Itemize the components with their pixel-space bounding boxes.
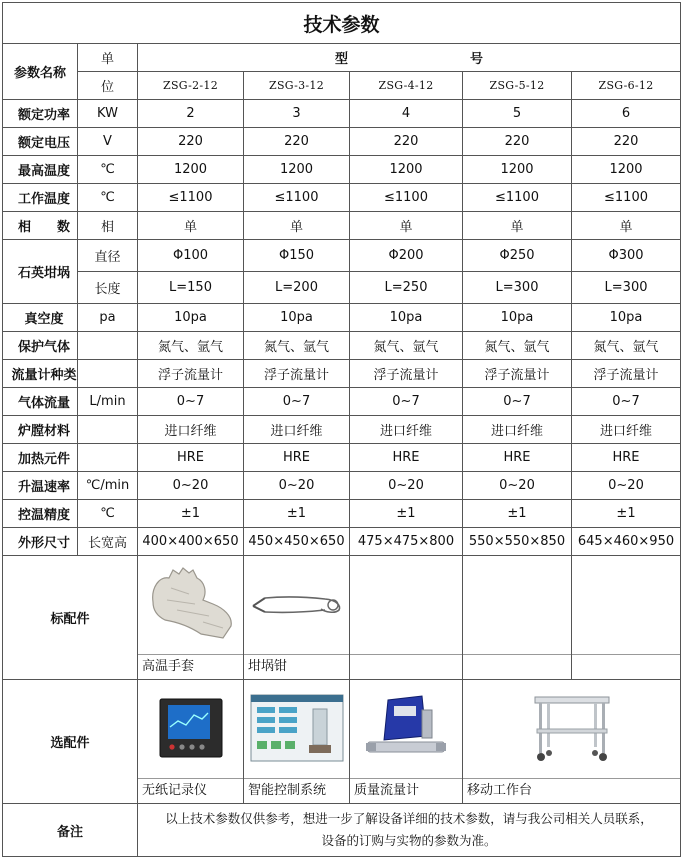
- value-cell: 进口纤维: [572, 416, 681, 444]
- unit-cell: KW: [78, 100, 138, 128]
- value-cell: 1200: [244, 156, 350, 184]
- unit-cell: [78, 332, 138, 360]
- accessory-name: [350, 654, 462, 679]
- value-cell: 0~7: [572, 388, 681, 416]
- value-cell: 10pa: [244, 304, 350, 332]
- value-cell: 进口纤维: [138, 416, 244, 444]
- model-header-right: 号: [469, 52, 483, 67]
- value-cell: HRE: [572, 444, 681, 472]
- value-cell: 单: [350, 212, 463, 240]
- accessory-cell: [463, 680, 681, 804]
- value-cell: ±1: [244, 500, 350, 528]
- cart-icon: [529, 691, 615, 768]
- model-header-left: 型: [334, 52, 348, 67]
- value-cell: 浮子流量计: [572, 360, 681, 388]
- param-label: 额定功率: [3, 100, 78, 128]
- value-cell: 3: [244, 100, 350, 128]
- value-cell: 浮子流量计: [463, 360, 572, 388]
- value-cell: HRE: [350, 444, 463, 472]
- value-cell: 浮子流量计: [350, 360, 463, 388]
- value-cell: L=150: [138, 272, 244, 304]
- model-code: ZSG-5-12: [463, 72, 572, 100]
- value-cell: 220: [463, 128, 572, 156]
- unit-header-top: 单: [78, 44, 138, 72]
- param-label: 升温速率: [3, 472, 78, 500]
- value-cell: 450×450×650: [244, 528, 350, 556]
- value-cell: 进口纤维: [463, 416, 572, 444]
- value-cell: 浮子流量计: [138, 360, 244, 388]
- value-cell: ±1: [138, 500, 244, 528]
- unit-cell: ℃: [78, 184, 138, 212]
- value-cell: 1200: [572, 156, 681, 184]
- glove-icon: [143, 564, 239, 647]
- value-cell: 0~7: [463, 388, 572, 416]
- value-cell: ±1: [350, 500, 463, 528]
- unit-header-bottom: 位: [78, 72, 138, 100]
- value-cell: HRE: [463, 444, 572, 472]
- accessory-cell: [572, 556, 681, 680]
- value-cell: 进口纤维: [350, 416, 463, 444]
- value-cell: 0~7: [138, 388, 244, 416]
- accessory-cell: [138, 680, 244, 804]
- value-cell: 氮气、氩气: [463, 332, 572, 360]
- unit-cell: ℃/min: [78, 472, 138, 500]
- param-label: 保护气体: [3, 332, 78, 360]
- accessory-cell: [138, 556, 244, 680]
- value-cell: 10pa: [350, 304, 463, 332]
- unit-cell: 直径: [78, 240, 138, 272]
- unit-cell: [78, 444, 138, 472]
- accessory-photo: [350, 556, 462, 654]
- accessory-photo: [244, 680, 349, 778]
- accessory-cell: [244, 556, 350, 680]
- unit-cell: 长度: [78, 272, 138, 304]
- unit-cell: [78, 416, 138, 444]
- unit-cell: pa: [78, 304, 138, 332]
- recorder-icon: [156, 695, 226, 764]
- accessory-photo: [463, 680, 680, 778]
- value-cell: 5: [463, 100, 572, 128]
- accessory-name: 坩埚钳: [244, 654, 349, 679]
- value-cell: 0~20: [350, 472, 463, 500]
- param-label: 真空度: [3, 304, 78, 332]
- value-cell: HRE: [138, 444, 244, 472]
- accessory-photo: [138, 556, 243, 654]
- value-cell: ≤1100: [138, 184, 244, 212]
- accessory-cell: [244, 680, 350, 804]
- accessory-name: 无纸记录仪: [138, 778, 243, 803]
- value-cell: 单: [138, 212, 244, 240]
- value-cell: 0~7: [244, 388, 350, 416]
- value-cell: L=300: [572, 272, 681, 304]
- value-cell: 1200: [350, 156, 463, 184]
- value-cell: 10pa: [463, 304, 572, 332]
- accessory-photo: [463, 556, 571, 654]
- value-cell: 单: [244, 212, 350, 240]
- accessory-name: 质量流量计: [350, 778, 462, 803]
- accessory-name: [572, 654, 680, 679]
- accessory-photo: [350, 680, 462, 778]
- value-cell: 1200: [138, 156, 244, 184]
- remarks-line: 以上技术参数仅供参考，想进一步了解设备详细的技术参数，请与我公司相关人员联系，: [165, 811, 653, 826]
- remarks-line: 设备的订购与实物的参数为准。: [321, 833, 497, 848]
- param-name-header: 参数名称: [3, 44, 78, 100]
- param-label: 加热元件: [3, 444, 78, 472]
- value-cell: 0~20: [244, 472, 350, 500]
- value-cell: 645×460×950: [572, 528, 681, 556]
- value-cell: ±1: [572, 500, 681, 528]
- model-code: ZSG-6-12: [572, 72, 681, 100]
- value-cell: ≤1100: [244, 184, 350, 212]
- accessory-photo: [138, 680, 243, 778]
- value-cell: 单: [572, 212, 681, 240]
- accessory-photo: [244, 556, 349, 654]
- value-cell: 1200: [463, 156, 572, 184]
- value-cell: L=200: [244, 272, 350, 304]
- accessory-cell: [350, 556, 463, 680]
- param-label: 外形尺寸: [3, 528, 78, 556]
- param-label: 相 数: [3, 212, 78, 240]
- value-cell: 10pa: [138, 304, 244, 332]
- value-cell: Φ150: [244, 240, 350, 272]
- value-cell: 单: [463, 212, 572, 240]
- value-cell: 0~20: [463, 472, 572, 500]
- unit-cell: 相: [78, 212, 138, 240]
- model-code: ZSG-3-12: [244, 72, 350, 100]
- value-cell: 220: [572, 128, 681, 156]
- value-cell: 氮气、氩气: [244, 332, 350, 360]
- param-label: 气体流量: [3, 388, 78, 416]
- param-label: 最高温度: [3, 156, 78, 184]
- param-label: 额定电压: [3, 128, 78, 156]
- accessory-cell: [463, 556, 572, 680]
- value-cell: 220: [138, 128, 244, 156]
- accessory-name: 高温手套: [138, 654, 243, 679]
- spec-table: [2, 2, 681, 857]
- value-cell: Φ200: [350, 240, 463, 272]
- value-cell: 浮子流量计: [244, 360, 350, 388]
- value-cell: 220: [350, 128, 463, 156]
- value-cell: 475×475×800: [350, 528, 463, 556]
- param-label: 控温精度: [3, 500, 78, 528]
- control-screen-icon: [249, 693, 345, 766]
- value-cell: 400×400×650: [138, 528, 244, 556]
- unit-cell: L/min: [78, 388, 138, 416]
- accessory-photo: [572, 556, 680, 654]
- unit-cell: ℃: [78, 500, 138, 528]
- value-cell: ≤1100: [463, 184, 572, 212]
- value-cell: ≤1100: [350, 184, 463, 212]
- value-cell: 氮气、氩气: [138, 332, 244, 360]
- flowmeter-icon: [364, 692, 448, 767]
- value-cell: 550×550×850: [463, 528, 572, 556]
- remarks-text: [138, 804, 681, 857]
- value-cell: Φ250: [463, 240, 572, 272]
- accessory-name: 移动工作台: [463, 778, 680, 803]
- value-cell: L=300: [463, 272, 572, 304]
- unit-cell: ℃: [78, 156, 138, 184]
- value-cell: Φ100: [138, 240, 244, 272]
- remarks-label: 备注: [3, 804, 138, 857]
- value-cell: 10pa: [572, 304, 681, 332]
- accessory-name: 智能控制系统: [244, 778, 349, 803]
- model-code: ZSG-4-12: [350, 72, 463, 100]
- optional-accessories-label: 选配件: [3, 680, 138, 804]
- value-cell: 2: [138, 100, 244, 128]
- value-cell: 氮气、氩气: [350, 332, 463, 360]
- value-cell: 氮气、氩气: [572, 332, 681, 360]
- unit-cell: [78, 360, 138, 388]
- value-cell: 4: [350, 100, 463, 128]
- value-cell: 进口纤维: [244, 416, 350, 444]
- value-cell: 0~20: [572, 472, 681, 500]
- param-label: 炉膛材料: [3, 416, 78, 444]
- accessory-cell: [350, 680, 463, 804]
- value-cell: 0~20: [138, 472, 244, 500]
- tongs-icon: [247, 584, 347, 627]
- param-label: 流量计种类: [3, 360, 78, 388]
- value-cell: 0~7: [350, 388, 463, 416]
- model-header: [138, 44, 681, 72]
- unit-cell: 长宽高: [78, 528, 138, 556]
- param-label: 石英坩埚: [3, 240, 78, 304]
- value-cell: ±1: [463, 500, 572, 528]
- value-cell: 220: [244, 128, 350, 156]
- page-title: 技术参数: [3, 3, 681, 44]
- value-cell: HRE: [244, 444, 350, 472]
- value-cell: L=250: [350, 272, 463, 304]
- accessory-name: [463, 654, 571, 679]
- unit-cell: V: [78, 128, 138, 156]
- model-code: ZSG-2-12: [138, 72, 244, 100]
- param-label: 工作温度: [3, 184, 78, 212]
- value-cell: ≤1100: [572, 184, 681, 212]
- value-cell: 6: [572, 100, 681, 128]
- standard-accessories-label: 标配件: [3, 556, 138, 680]
- value-cell: Φ300: [572, 240, 681, 272]
